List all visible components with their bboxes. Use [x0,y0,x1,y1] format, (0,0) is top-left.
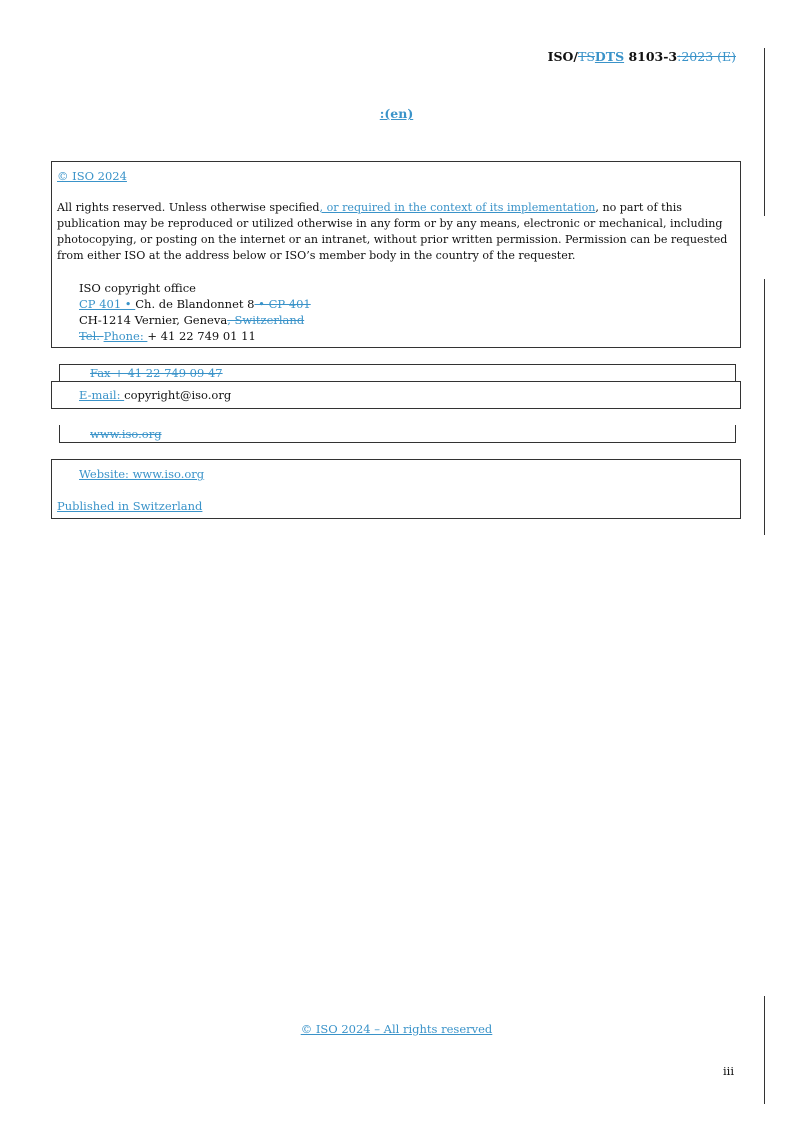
office-address: CP 401 • Ch. de Blandonnet 8 • CP 401 [79,297,311,311]
copyright-box [51,161,741,348]
office-city: CH-1214 Vernier, Geneva, Switzerland [79,313,305,327]
change-bar [764,48,765,216]
web-deleted: www.iso.org [90,427,162,441]
header-deleted-ts: TS [578,49,595,64]
office-name: ISO copyright office [79,281,196,295]
document-header [548,49,736,64]
page-number: iii [723,1064,735,1078]
published-line: Published in Switzerland [57,499,203,513]
email-link[interactable]: copyright@iso.org [124,388,232,402]
email-line: E-mail: copyright@iso.org [79,388,232,402]
header-deleted-year: :2023 (E) [677,49,736,64]
web-frame [59,425,736,443]
change-bar [764,996,765,1104]
copyright-line: © ISO 2024 [57,169,127,183]
language-tag: :(en) [379,106,414,121]
page-footer: © ISO 2024 – All rights reserved [300,1022,493,1036]
website-line[interactable]: Website: www.iso.org [79,467,205,481]
header-prefix: ISO/ [547,49,579,64]
fax-deleted: Fax + 41 22 749 09 47 [90,366,223,380]
change-bar [764,279,765,535]
header-number: 8103-3 [624,49,678,64]
office-phone: Tel. Phone: + 41 22 749 01 11 [79,329,256,343]
rights-paragraph: All rights reserved. Unless otherwise specified, or required in the context of its implementation, no part of this publication may be reproduced or utilized otherwise in any form or by any means, electronic or mechanical, including photocopying, or posting on the internet or an intranet, without prior written permission. Permission can be requested from either ISO at the address below or ISO’s member body in the country of the requester. [57,201,728,262]
header-inserted-dts: DTS [594,49,625,64]
rights-inserted-clause: , or required in the context of its implementation [319,201,596,214]
email-box [51,381,741,409]
fax-frame [59,364,736,381]
website-box [51,459,741,519]
